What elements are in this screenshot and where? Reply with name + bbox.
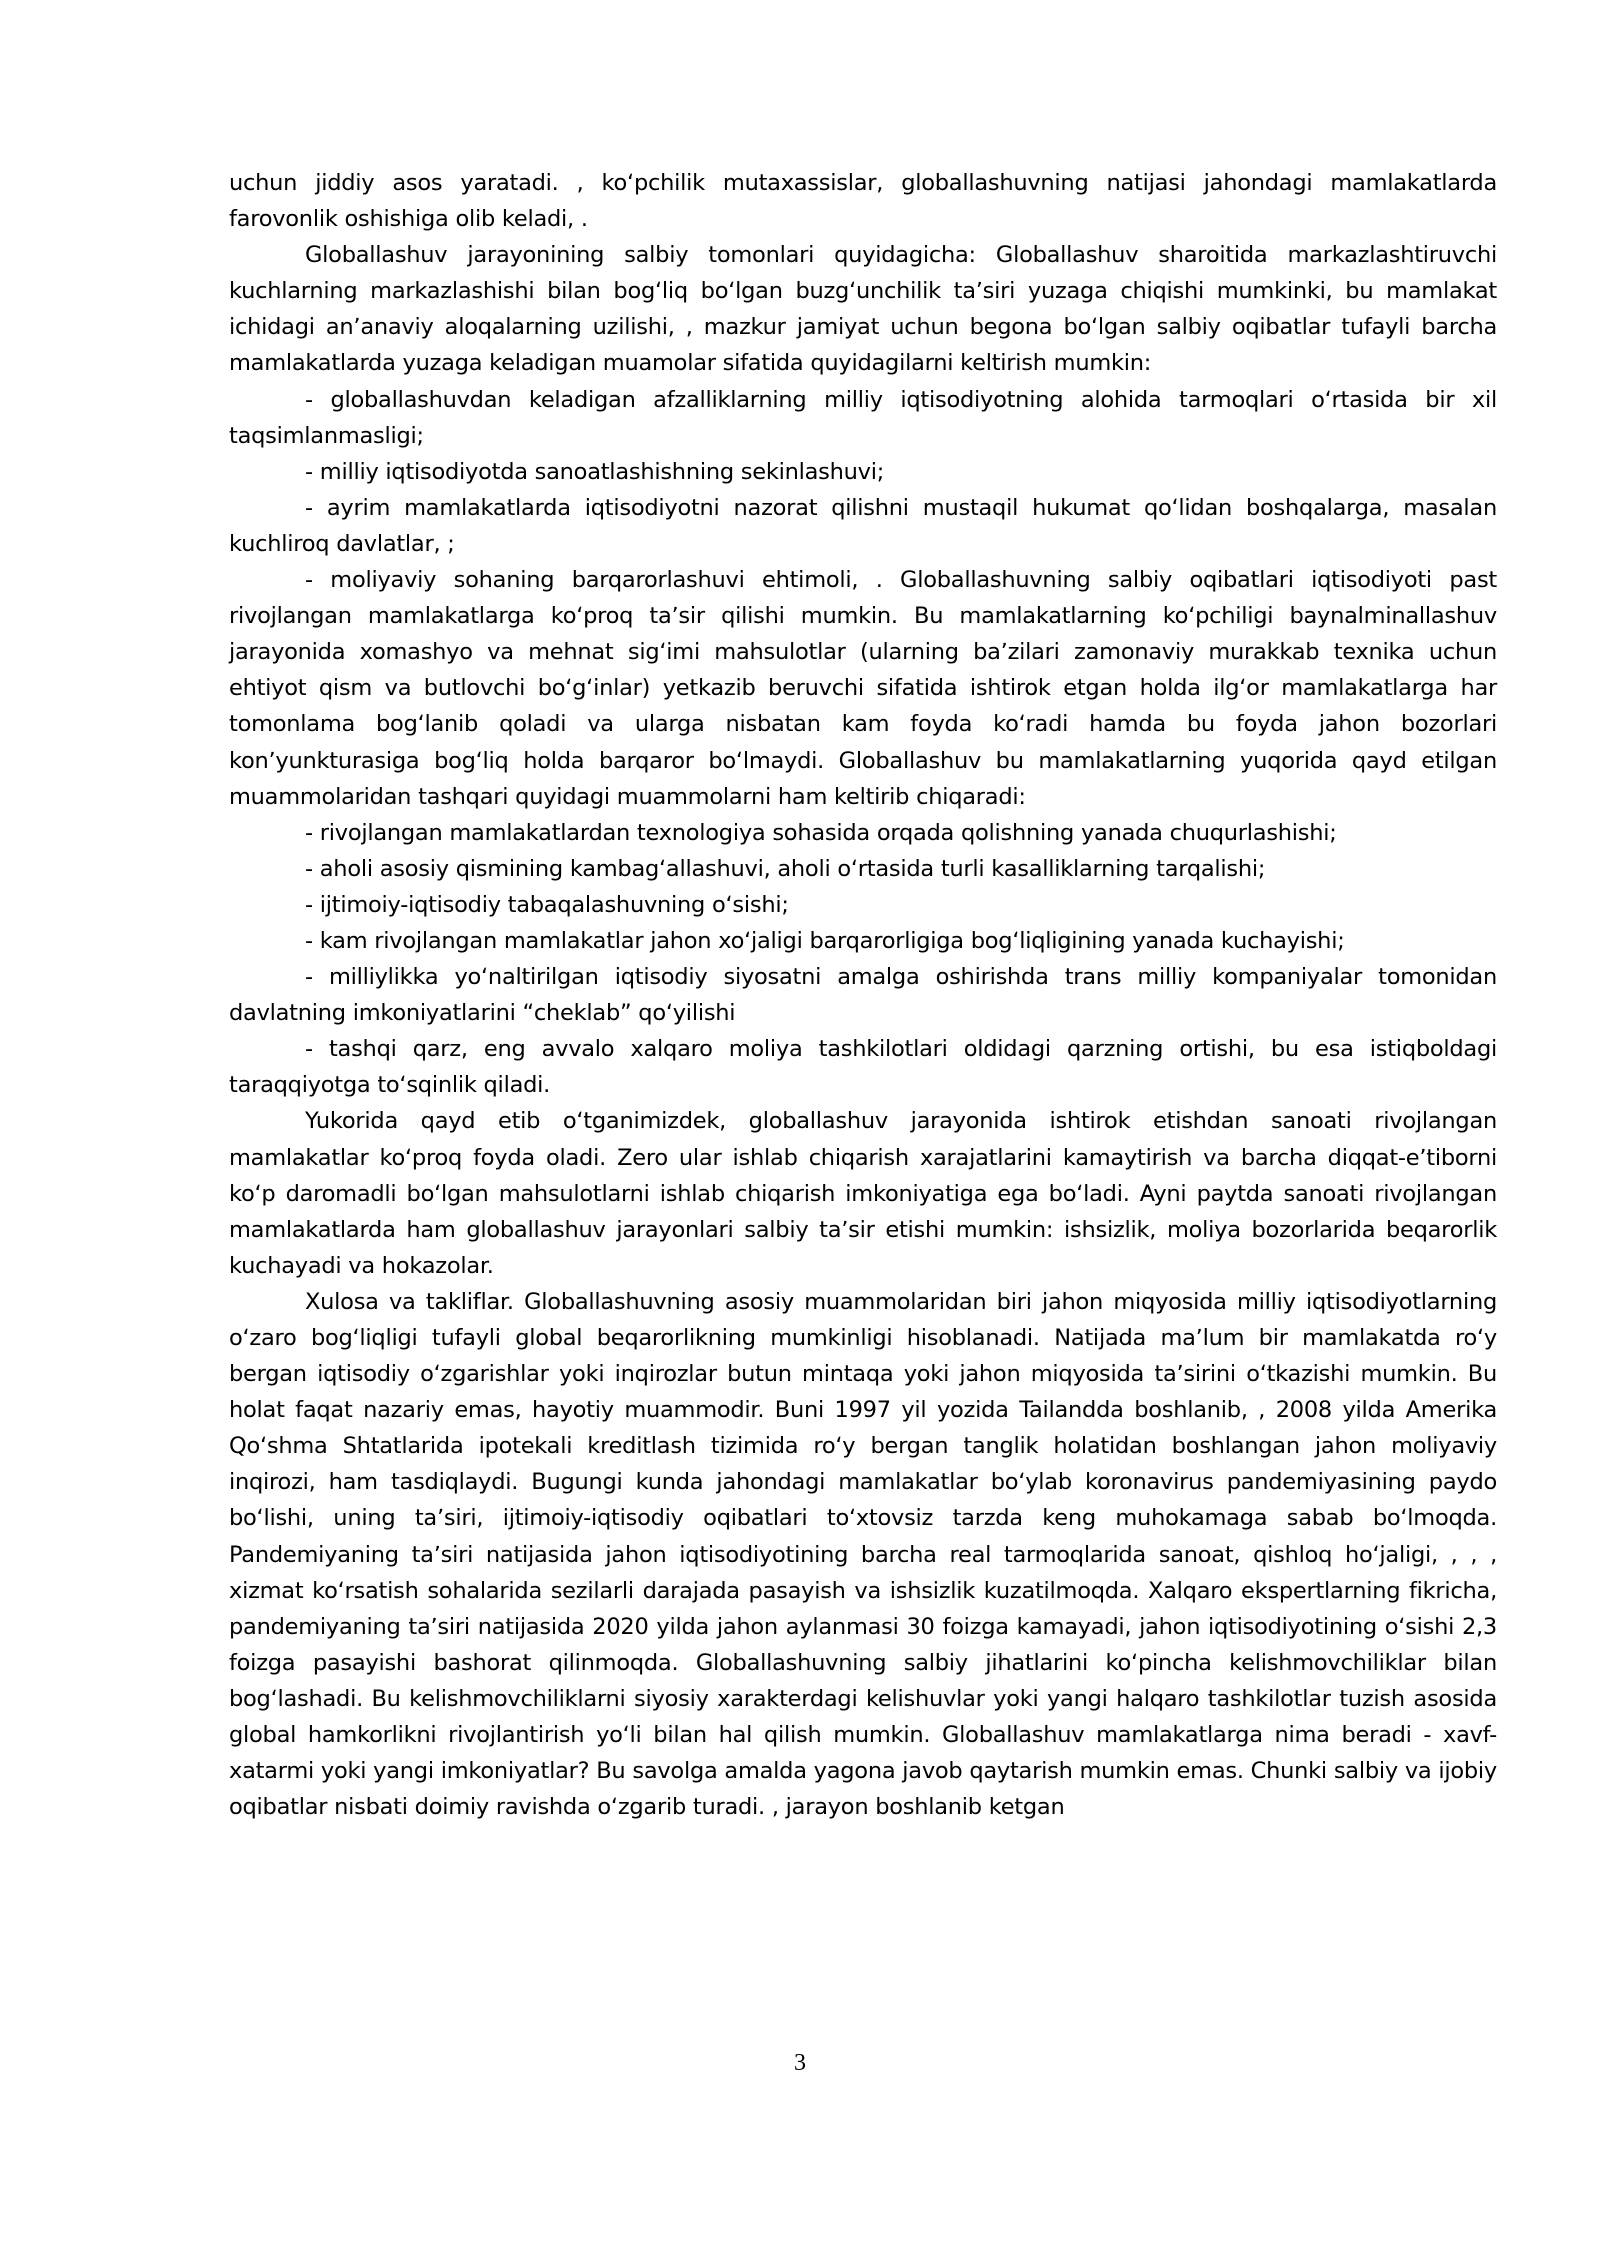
list-item: - kam rivojlangan mamlakatlar jahon xoʻjaligi barqarorligiga bogʻliqligining yanada kuchayishi; (305, 927, 1345, 954)
list-item: - moliyaviy sohaning barqarorlashuvi ehtimoli, . Globallashuvning salbiy oqibatlari iqtisodiyoti past rivojlangan mamlakatlarga koʻproq taʼsir qilishi mumkin. Bu mamlakatlarning koʻpchiligi baynalminallashuv jarayonida xomashyo va mehnat sigʻimi mahsulotlar (ularning baʼzilari zamonaviy murakkab texnika uchun ehtiyot qism va butlovchi boʻgʻinlar) yetkazib beruvchi sifatida ishtirok etgan holda ilgʻor mamlakatlarga har tomonlama bogʻlanib qoladi va ularga nisbatan kam foyda koʻradi hamda bu foyda jahon bozorlari konʼyunkturasiga bogʻliq holda barqaror boʻlmaydi. Globallashuv bu mamlakatlarning yuqorida qayd etilgan muammolaridan tashqari quyidagi muammolarni ham keltirib chiqaradi: (229, 567, 1497, 810)
list-item: - globallashuvdan keladigan afzalliklarning milliy iqtisodiyotning alohida tarmoqlari oʻrtasida bir xil taqsimlanmasligi; (229, 386, 1497, 449)
paragraph: Globallashuv jarayonining salbiy tomonlari quyidagicha: Globallashuv sharoitida markazlashtiruvchi kuchlarning markazlashishi bilan bogʻliq boʻlgan buzgʻunchilik taʼsiri yuzaga chiqishi mumkinki, bu mamlakat ichidagi anʼanaviy aloqalarning uzilishi, , mazkur jamiyat uchun begona boʻlgan salbiy oqibatlar tufayli barcha mamlakatlarda yuzaga keladigan muamolar sifatida quyidagilarni keltirish mumkin: (229, 242, 1497, 377)
page-number: 3 (794, 2050, 806, 2076)
paragraph: uchun jiddiy asos yaratadi. , koʻpchilik mutaxassislar, globallashuvning natijasi jahondagi mamlakatlarda farovonlik oshishiga olib keladi, . (229, 170, 1497, 233)
list-item: - milliy iqtisodiyotda sanoatlashishning sekinlashuvi; (305, 458, 885, 485)
list-item: - aholi asosiy qismining kambagʻallashuvi, aholi oʻrtasida turli kasalliklarning tarqalishi; (305, 855, 1266, 882)
list-item: - rivojlangan mamlakatlardan texnologiya sohasida orqada qolishning yanada chuqurlashishi; (305, 819, 1337, 846)
conclusion-paragraph: Xulosa va takliflar. Globallashuvning asosiy muammolaridan biri jahon miqyosida milliy iqtisodiyotlarning oʻzaro bogʻliqligi tufayli global beqarorlikning mumkinligi hisoblanadi. Natijada maʼlum bir mamlakatda roʻy bergan iqtisodiy oʻzgarishlar yoki inqirozlar butun mintaqa yoki jahon miqyosida taʼsirini oʻtkazishi mumkin. Bu holat faqat nazariy emas, hayotiy muammodir. Buni 1997 yil yozida Tailandda boshlanib, , 2008 yilda Amerika Qoʻshma Shtatlarida ipotekali kreditlash tizimida roʻy bergan tanglik holatidan boshlangan jahon moliyaviy inqirozi, ham tasdiqlaydi. Bugungi kunda jahondagi mamlakatlar boʻylab koronavirus pandemiyasining paydo boʻlishi, uning taʼsiri, ijtimoiy-iqtisodiy oqibatlari toʻxtovsiz tarzda keng muhokamaga sabab boʻlmoqda. Pandemiyaning taʼsiri natijasida jahon iqtisodiyotining barcha real tarmoqlarida sanoat, qishloq hoʻjaligi, , , , xizmat koʻrsatish sohalarida sezilarli darajada pasayish va ishsizlik kuzatilmoqda. Xalqaro ekspertlarning fikricha, pandemiyaning taʼsiri natijasida 2020 yilda jahon aylanmasi 30 foizga kamayadi, jahon iqtisodiyotining oʻsishi 2,3 foizga pasayishi bashorat qilinmoqda. Globallashuvning salbiy jihatlarini koʻpincha kelishmovchiliklar bilan bogʻlashadi. Bu kelishmovchiliklarni siyosiy xarakterdagi kelishuvlar yoki yangi halqaro tashkilotlar tuzish asosida global hamkorlikni rivojlantirish yoʻli bilan hal qilish mumkin. Globallashuv mamlakatlarga nima beradi - xavf-xatarmi yoki yangi imkoniyatlar? Bu savolga amalda yagona javob qaytarish mumkin emas. Chunki salbiy va ijobiy oqibatlar nisbati doimiy ravishda oʻzgarib turadi. , jarayon boshlanib ketgan (229, 1288, 1497, 1821)
body-text (229, 165, 1497, 1825)
list-item: - ayrim mamlakatlarda iqtisodiyotni nazorat qilishni mustaqil hukumat qoʻlidan boshqalarga, masalan kuchliroq davlatlar, ; (229, 494, 1497, 557)
list-item: - ijtimoiy-iqtisodiy tabaqalashuvning oʻsishi; (305, 891, 789, 918)
list-item: - tashqi qarz, eng avvalo xalqaro moliya tashkilotlari oldidagi qarzning ortishi, bu esa istiqboldagi taraqqiyotga toʻsqinlik qiladi. (229, 1036, 1497, 1099)
paragraph: Yukorida qayd etib oʻtganimizdek, globallashuv jarayonida ishtirok etishdan sanoati rivojlangan mamlakatlar koʻproq foyda oladi. Zero ular ishlab chiqarish xarajatlarini kamaytirish va barcha diqqat-eʼtiborni koʻp daromadli boʻlgan mahsulotlarni ishlab chiqarish imkoniyatiga ega boʻladi. Ayni paytda sanoati rivojlangan mamlakatlarda ham globallashuv jarayonlari salbiy taʼsir etishi mumkin: ishsizlik, moliya bozorlarida beqarorlik kuchayadi va hokazolar. (229, 1108, 1497, 1279)
list-item: - milliylikka yoʻnaltirilgan iqtisodiy siyosatni amalga oshirishda trans milliy kompaniyalar tomonidan davlatning imkoniyatlarini “cheklab” qoʻyilishi (229, 964, 1497, 1027)
